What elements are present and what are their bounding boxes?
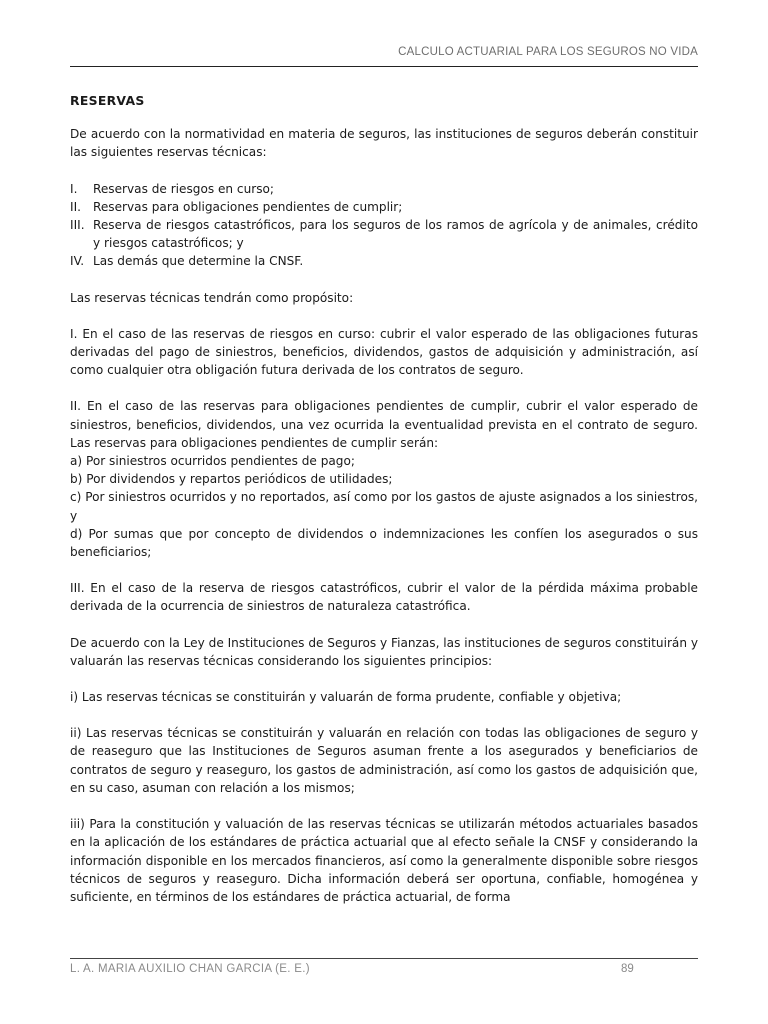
principle-ii-paragraph: ii) Las reservas técnicas se constituirán y valuarán en relación con todas las obligaciones de seguro y de reaseguro que las Instituciones de Seguros asuman frente a los asegurados y beneficiarios de contratos de seguro y reaseguro, los gastos de administración, así como los gastos de adquisición que, en su caso, asuman con relación a los mismos;: [70, 726, 698, 795]
principle-i-paragraph: i) Las reservas técnicas se constituirán y valuarán de forma prudente, confiable y objetiva;: [70, 690, 622, 705]
principle-iii-paragraph: iii) Para la constitución y valuación de las reservas técnicas se utilizarán métodos actuariales basados en la aplicación de los estándares de práctica actuarial que al efecto señale la CNSF y considerando la información disponible en los mercados financieros, así como la generalmente disponible sobre riesgos técnicos de seguros y reaseguro. Dicha información deberá ser oportuna, confiable, homogénea y suficiente, en términos de los estándares de práctica actuarial, de forma: [70, 817, 698, 904]
list-item-text: Las demás que determine la CNSF.: [93, 254, 304, 269]
list-item-number: III.: [70, 218, 85, 233]
reserve-types-list: [70, 180, 698, 271]
list-item: [70, 180, 698, 198]
page-content: [70, 92, 698, 924]
list-item: c) Por siniestros ocurridos y no reportados, así como por los gastos de ajuste asignados a los siniestros, y: [70, 490, 698, 523]
page-number: 89: [621, 963, 634, 975]
list-item: [70, 252, 698, 270]
list-item-number: I.: [70, 181, 78, 196]
list-item-text: Reservas para obligaciones pendientes de cumplir;: [93, 199, 403, 214]
list-item: d) Por sumas que por concepto de dividendos o indemnizaciones les confíen los asegurados o sus beneficiarios;: [70, 526, 698, 560]
purpose-paragraph-3: III. En el caso de la reserva de riesgos catastróficos, cubrir el valor de la pérdida máxima probable derivada de la ocurrencia de siniestros de naturaleza catastrófica.: [70, 581, 698, 614]
running-header: CALCULO ACTUARIAL PARA LOS SEGUROS NO VIDA: [398, 46, 698, 58]
footer-author: L. A. MARIA AUXILIO CHAN GARCIA (E. E.): [70, 963, 310, 975]
header-divider: [70, 66, 698, 67]
purpose-paragraph-1: I. En el caso de las reservas de riesgos en curso: cubrir el valor esperado de las obligaciones futuras derivadas del pago de siniestros, beneficios, dividendos, gastos de adquisición y administración, así como cualquier otra obligación futura derivada de los contratos de seguro.: [70, 326, 698, 378]
purpose-paragraph-2: II. En el caso de las reservas para obligaciones pendientes de cumplir, cubrir el valor esperado de siniestros, beneficios, dividendos, una vez ocurrida la eventualidad prevista en el contrato de seguro. Las reservas para obligaciones pendientes de cumplir serán:: [70, 399, 698, 450]
footer-divider: [70, 958, 698, 959]
list-item: a) Por siniestros ocurridos pendientes de pago;: [70, 454, 355, 469]
list-item-text: Reserva de riesgos catastróficos, para los seguros de los ramos de agrícola y de animales, crédito y riesgos catastróficos; y: [93, 218, 698, 251]
list-item-number: IV.: [70, 254, 85, 269]
section-title: RESERVAS: [70, 93, 145, 108]
list-item-number: II.: [70, 199, 81, 214]
purpose-intro-paragraph: Las reservas técnicas tendrán como propósito:: [70, 290, 354, 305]
law-intro-paragraph: De acuerdo con la Ley de Instituciones de Seguros y Fianzas, las instituciones de seguros constituirán y valuarán las reservas técnicas considerando los siguientes principios:: [70, 635, 698, 668]
list-item: [70, 216, 698, 252]
intro-paragraph: De acuerdo con la normatividad en materia de seguros, las instituciones de seguros deberán constituir las siguientes reservas técnicas:: [70, 127, 698, 160]
list-item: [70, 198, 698, 216]
list-item: b) Por dividendos y repartos periódicos de utilidades;: [70, 472, 393, 487]
pending-obligations-list: [70, 452, 698, 561]
list-item-text: Reservas de riesgos en curso;: [93, 181, 274, 196]
